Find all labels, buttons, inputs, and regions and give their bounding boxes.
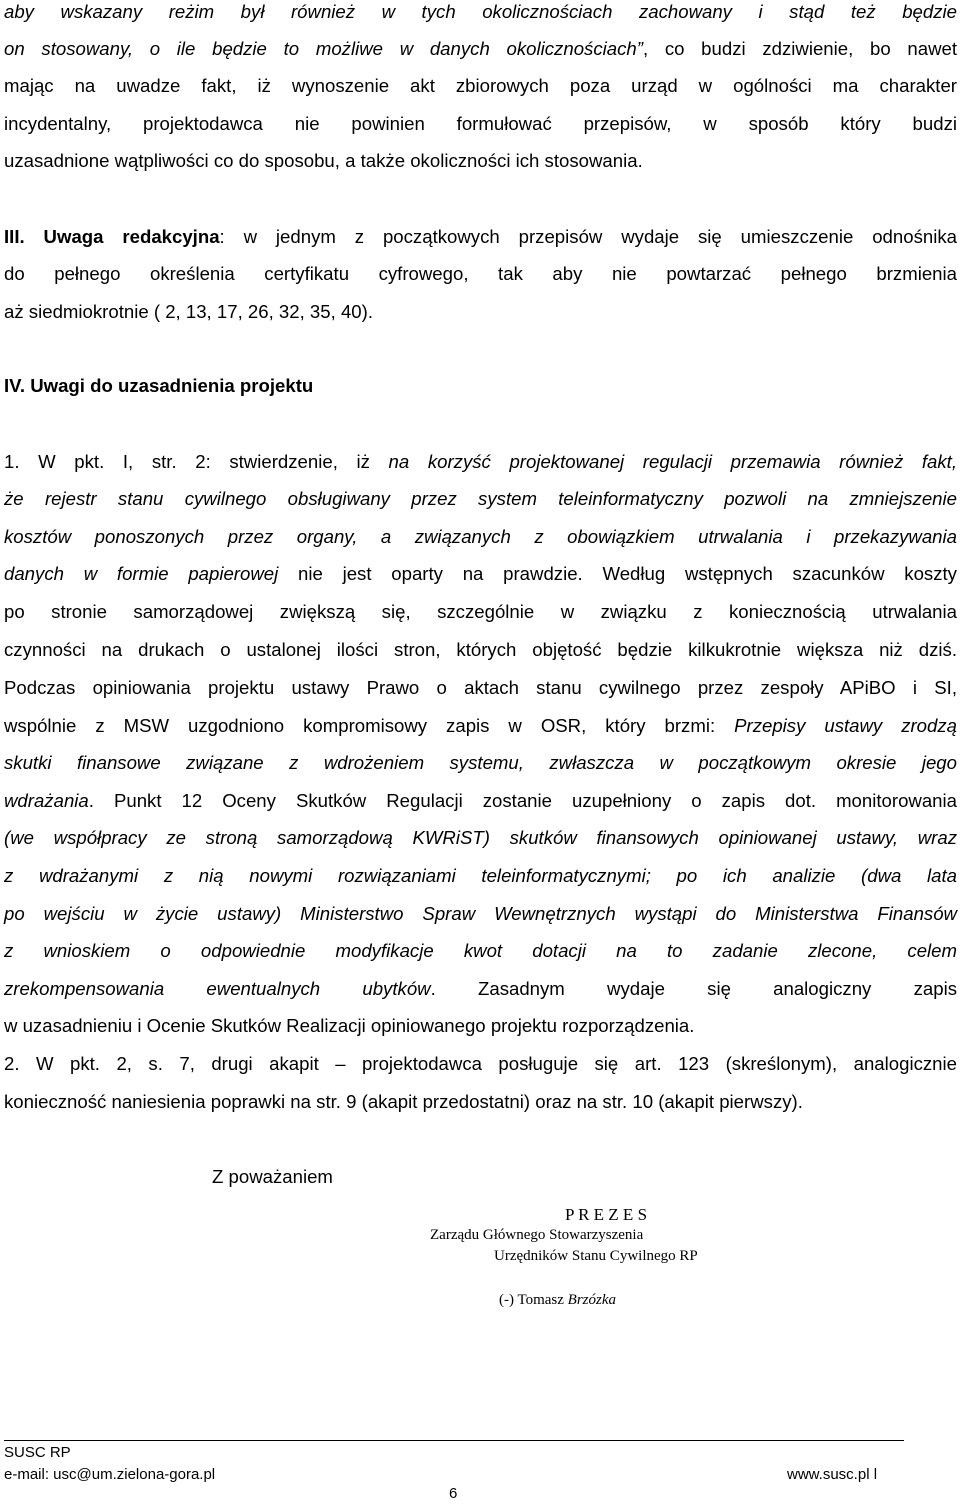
quote-span: z wdrażanymi z nią nowymi rozwiązaniami teleinformatycznymi; po ich analizie (dwa lata — [4, 865, 957, 886]
signer-prefix: (-) Tomasz — [499, 1292, 568, 1308]
quote-span: wdrażania — [4, 790, 89, 811]
signer-title: P R E Z E S — [565, 1205, 648, 1224]
text-line — [4, 826, 957, 850]
text-span: aby wskazany reżim był również w tych okolicznościach zachowany i stąd też będzie — [4, 1, 957, 22]
text-span: . Zasadnym wydaje się analogiczny zapis — [430, 978, 957, 999]
footer-org: SUSC RP — [4, 1444, 71, 1461]
quote-span: na korzyść projektowanej regulacji przemawia również fakt, — [388, 451, 958, 472]
text-line — [4, 450, 957, 474]
quote-span: on stosowany, o ile będzie to możliwe w danych okolicznościach” — [4, 38, 643, 59]
text-line — [4, 0, 957, 24]
text-span: czynności na drukach o ustalonej ilości stron, których objętość będzie kilkukrotnie większa niż dziś. — [4, 639, 957, 660]
text-line — [4, 562, 957, 586]
text-span: Podczas opiniowania projektu ustawy Prawo o aktach stanu cywilnego przez zespoły APiBO i SI, — [4, 677, 957, 698]
text-line — [4, 939, 957, 963]
quote-span: że rejestr stanu cywilnego obsługiwany przez system teleinformatyczny pozwoli na zmniejszenie — [4, 488, 957, 509]
text-span: : w jednym z początkowych przepisów wydaje się umieszczenie odnośnika — [219, 226, 957, 247]
text-line — [4, 262, 957, 286]
footer-website: www.susc.pl l — [787, 1466, 878, 1483]
text-span: konieczność naniesienia poprawki na str. 9 (akapit przedostatni) oraz na str. 10 (akapit pierwszy). — [4, 1091, 803, 1112]
text-line — [4, 977, 957, 1001]
text-line — [4, 74, 957, 98]
text-line — [4, 225, 957, 249]
text-line — [4, 1090, 957, 1114]
quote-span: skutki finansowe związane z wdrożeniem systemu, zwłaszcza w początkowym okresie jego — [4, 752, 957, 773]
quote-span: kosztów ponoszonych przez organy, a związanych z obowiązkiem utrwalania i przekazywania — [4, 526, 957, 547]
section-heading — [4, 374, 957, 398]
footer-email: e-mail: usc@um.zielona-gora.pl — [4, 1466, 216, 1483]
text-span: . Punkt 12 Oceny Skutków Regulacji zostanie uzupełniony o zapis dot. monitorowania — [88, 790, 957, 811]
text-line — [4, 1052, 957, 1076]
text-line — [4, 487, 957, 511]
text-span: uzasadnione wątpliwości co do sposobu, a także okoliczności ich stosowania. — [4, 150, 643, 171]
text-line — [4, 676, 957, 700]
text-line — [4, 714, 957, 738]
quote-span: danych w formie papierowej — [4, 563, 279, 584]
text-span: incydentalny, projektodawca nie powinien formułować przepisów, w sposób który budzi — [4, 113, 957, 134]
quote-span: po wejściu w życie ustawy) Ministerstwo Spraw Wewnętrznych wystąpi do Ministerstwa Finansów — [4, 903, 957, 924]
text-line — [4, 149, 957, 173]
signer-org-line2: Urzędników Stanu Cywilnego RP — [494, 1248, 698, 1264]
text-line — [4, 1014, 957, 1038]
signer-name — [499, 1292, 616, 1309]
signer-surname: Brzózka — [567, 1292, 616, 1308]
text-line — [4, 112, 957, 136]
closing-regards: Z poważaniem — [212, 1166, 333, 1187]
text-line — [4, 864, 957, 888]
quote-span: Przepisy ustawy zrodzą — [734, 715, 957, 736]
text-span: aż siedmiokrotnie ( 2, 13, 17, 26, 32, 35, 40). — [4, 301, 373, 322]
text-line — [4, 751, 957, 775]
text-line — [4, 525, 957, 549]
text-line — [4, 789, 957, 813]
text-span: 1. W pkt. I, str. 2: stwierdzenie, iż — [4, 451, 389, 472]
text-line — [4, 600, 957, 624]
text-span: 2. W pkt. 2, s. 7, drugi akapit – projektodawca posługuje się art. 123 (skreślonym), analogicznie — [4, 1053, 957, 1074]
quote-span: z wnioskiem o odpowiednie modyfikacje kwot dotacji na to zadanie zlecone, celem — [4, 940, 957, 961]
heading-text: IV. Uwagi do uzasadnienia projektu — [4, 375, 314, 396]
quote-span: zrekompensowania ewentualnych ubytków — [4, 978, 431, 999]
text-line — [4, 300, 957, 324]
footer-divider — [4, 1440, 904, 1441]
page-number: 6 — [449, 1485, 458, 1502]
text-span: po stronie samorządowej zwiększą się, szczególnie w związku z koniecznością utrwalania — [4, 601, 957, 622]
section-lead: III. Uwaga redakcyjna — [4, 226, 220, 247]
text-span: do pełnego określenia certyfikatu cyfrowego, tak aby nie powtarzać pełnego brzmienia — [4, 263, 957, 284]
text-span: w uzasadnieniu i Ocenie Skutków Realizacji opiniowanego projektu rozporządzenia. — [4, 1015, 695, 1036]
text-line — [4, 37, 957, 61]
quote-span: (we współpracy ze stroną samorządową KWRiST) skutków finansowych opiniowanej ustawy, wraz — [4, 827, 957, 848]
text-span: wspólnie z MSW uzgodniono kompromisowy zapis w OSR, który brzmi: — [4, 715, 735, 736]
text-span: nie jest oparty na prawdzie. Według wstępnych szacunków koszty — [278, 563, 957, 584]
text-line — [4, 902, 957, 926]
text-span: , co budzi zdziwienie, bo nawet — [642, 38, 957, 59]
signer-org-line1: Zarządu Głównego Stowarzyszenia — [430, 1227, 644, 1243]
text-line — [4, 638, 957, 662]
text-span: mając na uwadze fakt, iż wynoszenie akt zbiorowych poza urząd w ogólności ma charakter — [4, 75, 957, 96]
